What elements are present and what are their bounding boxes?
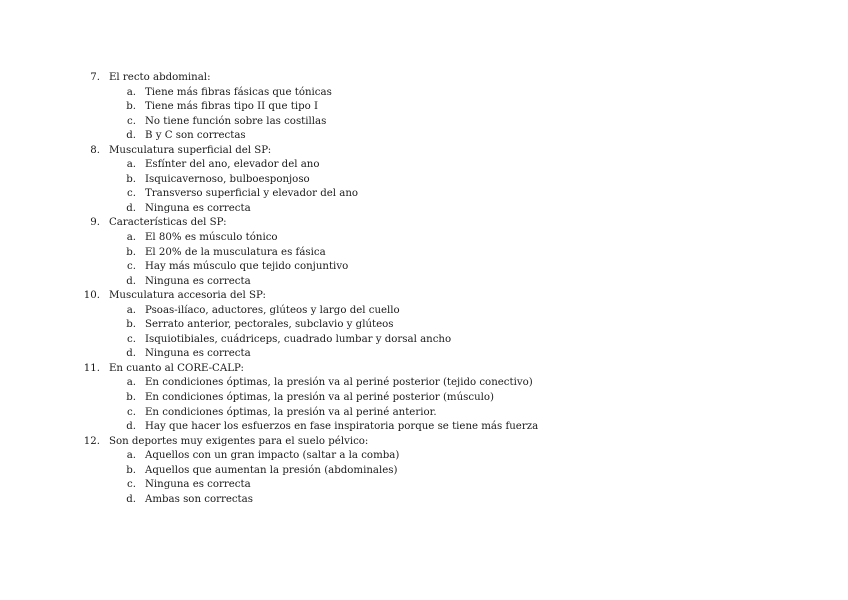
question-line [0,435,848,450]
option-text: Esfínter del ano, elevador del ano [145,159,320,171]
option-letter: b. [126,101,136,113]
option-letter: d. [126,275,136,287]
question-line [0,71,848,86]
option-letter: a. [126,86,136,98]
option-item [0,449,848,464]
question-text: Musculatura superficial del SP: [109,144,272,156]
option-item [0,318,848,333]
option-letter: b. [126,464,136,476]
option-text: No tiene función sobre las costillas [145,115,327,127]
option-text: Tiene más fibras fásicas que tónicas [145,86,332,98]
option-text: Ambas son correctas [145,493,253,505]
option-letter: c. [127,333,136,345]
option-letter: a. [126,304,136,316]
option-letter: b. [126,173,136,185]
option-text: Aquellos que aumentan la presión (abdominales) [145,464,398,476]
question-number: 9. [90,217,100,229]
question-list [0,71,848,507]
option-letter: c. [127,479,136,491]
option-letter: d. [126,202,136,214]
option-text: Isquicavernoso, bulboesponjoso [145,173,310,185]
option-item [0,246,848,261]
option-letter: d. [126,130,136,142]
option-item [0,347,848,362]
option-text: Hay más músculo que tejido conjuntivo [145,261,349,273]
option-letter: a. [126,232,136,244]
question-text: Son deportes muy exigentes para el suelo pélvico: [109,435,369,447]
option-letter: b. [126,246,136,258]
option-item [0,478,848,493]
option-item [0,260,848,275]
question-text: El recto abdominal: [109,72,211,83]
option-item [0,86,848,101]
option-text: El 20% de la musculatura es fásica [145,246,326,258]
option-text: Ninguna es correcta [145,202,251,214]
option-text: En condiciones óptimas, la presión va al periné posterior (tejido conectivo) [145,377,533,389]
question-line [0,289,848,304]
option-letter: d. [126,493,136,505]
option-text: B y C son correctas [145,130,246,142]
option-item [0,129,848,144]
option-item [0,275,848,290]
question-item [0,216,848,289]
option-text: Psoas-ilíaco, aductores, glúteos y largo del cuello [145,304,400,316]
question-number: 7. [90,72,100,83]
option-letter: c. [127,261,136,273]
option-item [0,202,848,217]
option-item [0,333,848,348]
question-number: 11. [83,362,100,374]
option-item [0,391,848,406]
option-letter: d. [126,421,136,433]
option-item [0,158,848,173]
question-item [0,289,848,362]
option-text: Ninguna es correcta [145,479,251,491]
option-text: Isquiotibiales, cuádriceps, cuadrado lumbar y dorsal ancho [145,333,452,345]
option-text: Ninguna es correcta [145,348,251,360]
question-line [0,362,848,377]
option-text: Ninguna es correcta [145,275,251,287]
option-text: El 80% es músculo tónico [145,232,278,244]
option-item [0,100,848,115]
question-item [0,71,848,144]
option-text: Tiene más fibras tipo II que tipo I [145,101,318,113]
option-item [0,420,848,435]
option-text: Transverso superficial y elevador del ano [145,188,359,200]
question-line [0,216,848,231]
option-letter: a. [126,377,136,389]
option-text: Hay que hacer los esfuerzos en fase inspiratoria porque se tiene más fuerza [145,421,539,433]
option-item [0,464,848,479]
option-letter: a. [126,450,136,462]
option-item [0,187,848,202]
question-item [0,435,848,508]
option-text: En condiciones óptimas, la presión va al periné anterior. [145,406,437,418]
option-item [0,173,848,188]
option-letter: c. [127,188,136,200]
option-text: Serrato anterior, pectorales, subclavio y glúteos [145,319,394,331]
question-number: 8. [90,144,100,156]
question-text: En cuanto al CORE-CALP: [109,362,244,374]
option-letter: d. [126,348,136,360]
option-text: Aquellos con un gran impacto (saltar a la comba) [145,450,400,462]
option-item [0,304,848,319]
option-item [0,231,848,246]
option-item [0,406,848,421]
option-letter: c. [127,115,136,127]
question-number: 10. [83,290,100,302]
question-number: 12. [83,435,100,447]
question-item [0,362,848,435]
option-letter: b. [126,392,136,404]
option-item [0,115,848,130]
option-letter: c. [127,406,136,418]
question-line [0,144,848,159]
question-text: Musculatura accesoria del SP: [109,290,266,302]
option-item [0,493,848,508]
question-item [0,144,848,217]
option-text: En condiciones óptimas, la presión va al periné posterior (músculo) [145,392,495,404]
option-letter: b. [126,319,136,331]
option-letter: a. [126,159,136,171]
question-text: Características del SP: [109,217,227,229]
option-item [0,376,848,391]
